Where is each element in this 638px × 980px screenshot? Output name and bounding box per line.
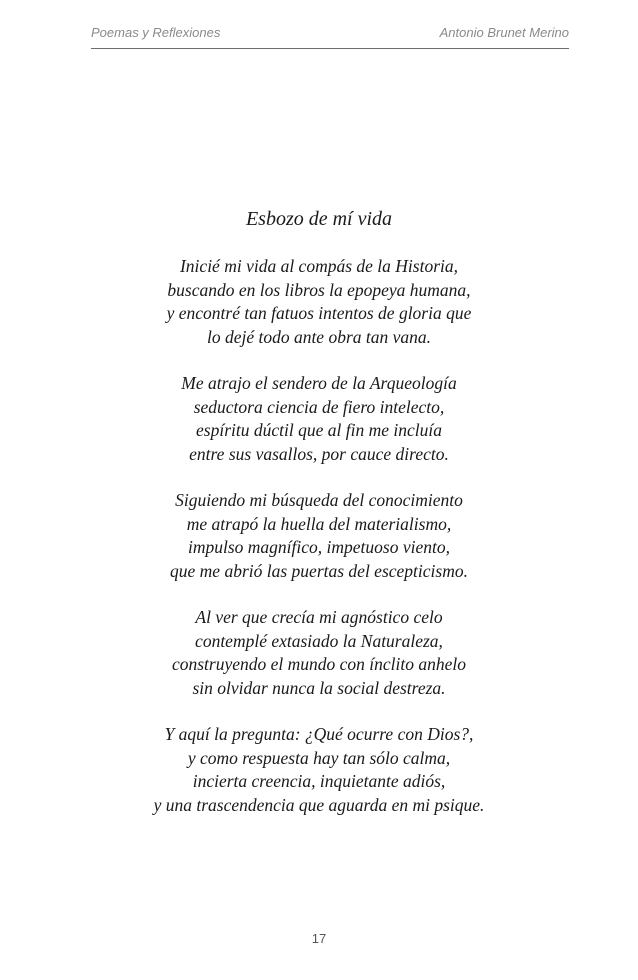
poem-line: contemplé extasiado la Naturaleza, (195, 630, 443, 651)
poem-line: que me abrió las puertas del escepticismo. (170, 560, 468, 581)
stanza (0, 489, 638, 583)
poem-line: Al ver que crecía mi agnóstico celo (195, 607, 443, 627)
poem-line: entre sus vasallos, por cauce directo. (189, 443, 449, 464)
poem-line: buscando en los libros la epopeya humana, (167, 279, 471, 300)
poem-line: construyendo el mundo con ínclito anhelo (171, 654, 467, 674)
poem-title: Esbozo de mí vida (245, 208, 393, 230)
stanza (0, 255, 638, 349)
book-title-header: Poemas y Reflexiones (91, 25, 221, 40)
poem-line: Siguiendo mi búsqueda del conocimiento (175, 490, 463, 510)
poem-line: impulso magnífico, impetuoso viento, (188, 537, 450, 557)
poem-line: Y aquí la pregunta: ¿Qué ocurre con Dios?, (164, 724, 474, 744)
poem-line: y encontré tan fatuos intentos de gloria que (166, 303, 472, 323)
stanza (0, 606, 638, 700)
running-header (91, 24, 569, 49)
poem-line: me atrapó la huella del materialismo, (186, 513, 452, 534)
poem-line: y como respuesta hay tan sólo calma, (187, 747, 451, 768)
author-name-header: Antonio Brunet Merino (439, 25, 569, 40)
poem-line: incierta creencia, inquietante adiós, (192, 771, 446, 791)
stanza (0, 372, 638, 466)
poem (0, 204, 638, 840)
poem-line: espíritu dúctil que al fin me incluía (196, 420, 442, 440)
stanza (0, 723, 638, 817)
poem-line: seductora ciencia de fiero intelecto, (193, 396, 445, 417)
poem-line: Inicié mi vida al compás de la Historia, (179, 256, 459, 276)
poem-line: y una trascendencia que aguarda en mi psique. (153, 794, 485, 815)
poem-line: lo dejé todo ante obra tan vana. (206, 326, 432, 347)
poem-line: sin olvidar nunca la social destreza. (192, 677, 446, 698)
page-number: 17 (311, 931, 327, 946)
poem-line: Me atrajo el sendero de la Arqueología (181, 373, 457, 393)
